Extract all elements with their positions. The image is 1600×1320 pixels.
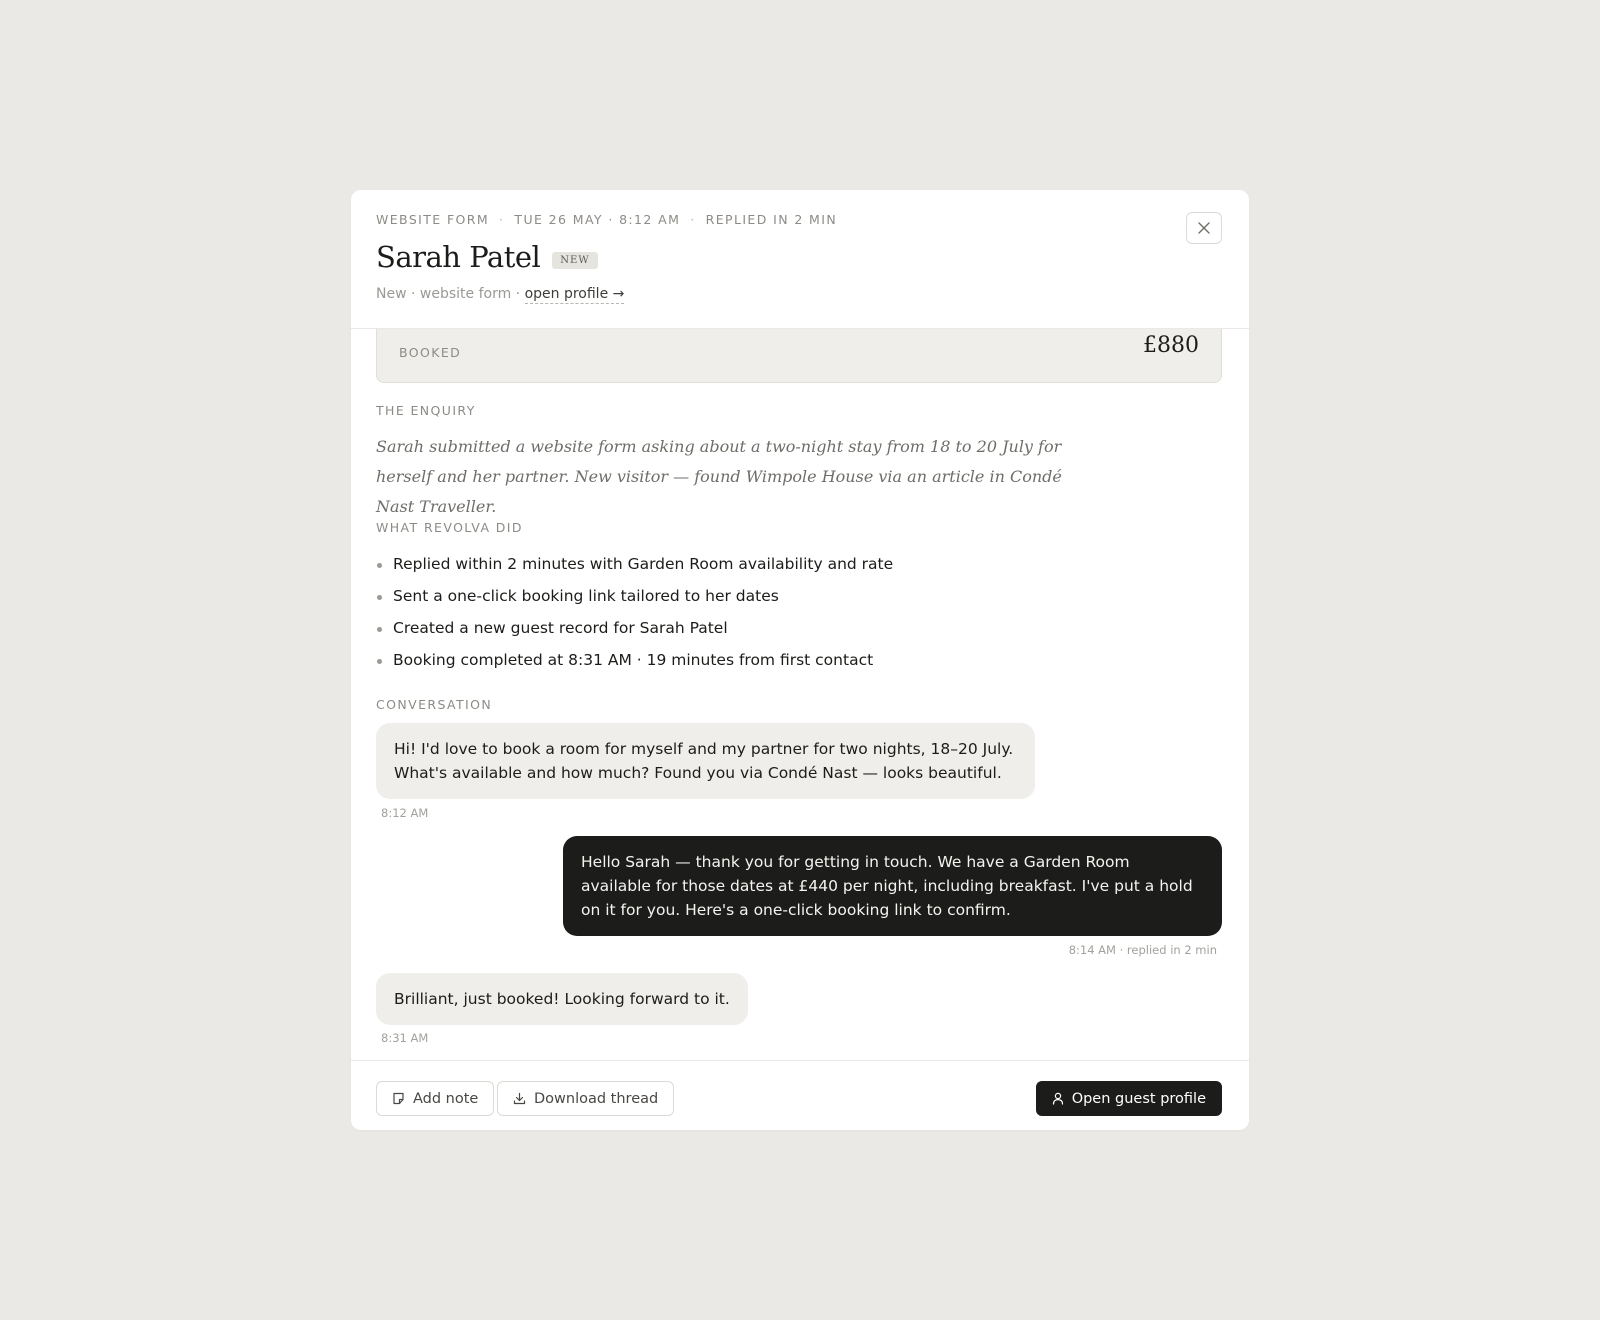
actions-list [376,554,893,682]
booked-label: BOOKED [399,345,462,360]
close-button[interactable] [1186,212,1222,244]
open-guest-profile-button[interactable] [1036,1081,1222,1116]
list-item: Booking completed at 8:31 AM · 19 minutes from first contact [376,650,893,682]
meta-reply-time: REPLIED IN 2 MIN [705,212,838,227]
list-item: Created a new guest record for Sarah Patel [376,618,893,650]
meta-line [376,212,837,227]
meta-date: TUE 26 MAY · 8:12 AM [514,212,681,227]
meta-source: WEBSITE FORM [376,212,490,227]
download-icon [513,1092,526,1105]
meta-separator: · [690,212,696,227]
guest-name-row [376,240,598,274]
message-timestamp: 8:14 AM · replied in 2 min [1068,943,1217,957]
modal-body[interactable] [351,329,1249,1051]
enquiry-detail-modal [351,190,1249,1130]
conversation-heading: CONVERSATION [376,697,493,712]
message-timestamp: 8:31 AM [381,1031,429,1045]
note-icon [392,1092,405,1105]
open-profile-link[interactable]: open profile → [524,286,625,302]
download-thread-label: Download thread [534,1090,659,1107]
enquiry-text: Sarah submitted a website form asking about a two-night stay from 18 to 20 July for herself and her partner. New visitor — found Wimpole House via an article in Condé Nast Traveller. [376,437,1062,516]
enquiry-heading: THE ENQUIRY [376,403,476,418]
booked-amount: £880 [1143,333,1199,358]
meta-separator: · [499,212,505,227]
message-bubble-incoming: Hi! I'd love to book a room for myself and my partner for two nights, 18–20 July. What's available and how much? Found you via Condé Nast — looks beautiful. [376,723,1035,799]
actions-heading: WHAT REVOLVA DID [376,520,523,535]
guest-subline [376,286,624,302]
list-item: Sent a one-click booking link tailored to her dates [376,586,893,618]
download-thread-button[interactable] [497,1081,674,1116]
list-item: Replied within 2 minutes with Garden Room availability and rate [376,554,893,586]
message-bubble-incoming: Brilliant, just booked! Looking forward to it. [376,973,748,1025]
booked-summary [376,329,1222,383]
guest-name: Sarah Patel [376,240,541,274]
subline-text: New · website form · [376,286,525,302]
add-note-label: Add note [413,1090,479,1107]
status-badge: NEW [552,252,597,269]
user-icon [1052,1092,1064,1105]
modal-footer [351,1060,1249,1130]
add-note-button[interactable] [376,1081,494,1116]
message-timestamp: 8:12 AM [381,806,429,820]
open-guest-profile-label: Open guest profile [1071,1090,1206,1107]
close-icon [1198,222,1210,234]
message-bubble-outgoing: Hello Sarah — thank you for getting in touch. We have a Garden Room available for those dates at £440 per night, including breakfast. I've put a hold on it for you. Here's a one-click booking link to confirm. [563,836,1222,936]
modal-header [351,190,1249,329]
